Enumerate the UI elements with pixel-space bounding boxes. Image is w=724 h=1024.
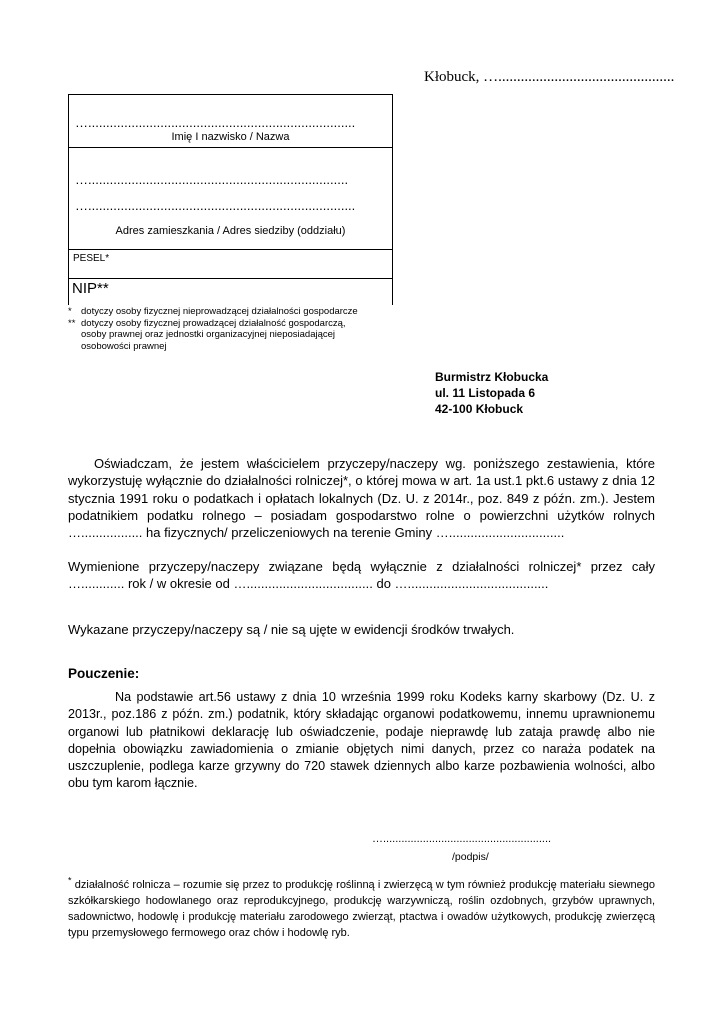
name-section (69, 95, 392, 148)
address-section (69, 148, 392, 250)
signature-label: /podpis/ (452, 851, 489, 863)
addressee-line: 42-100 Kłobuck (435, 402, 524, 416)
address-input-line-1[interactable]: …........................................................................ (75, 172, 349, 187)
footnote-text: dotyczy osoby fizycznej prowadzącej działalność gospodarczą, osoby prawnej oraz jednostki organizacyjnej nieposiadającej osobowości prawnej (81, 317, 346, 352)
agricultural-activity-footnote (68, 877, 655, 941)
name-caption: Imię I nazwisko / Nazwa (171, 131, 290, 143)
footnote-text: działalność rolnicza – rozumie się przez to produkcję roślinną i zwierzęcą w tym również produkcję materiału siewnego szkółkarskiego hodowlanego oraz reprodukcyjnego, produkcję warzywniczą, roślin ozdobnych, grzybów uprawnych, sadownictwo, hodowlę i produkcję materiału zarodowego zwierząt, ptactwa i owadów użytkowych, produkcję zwierzęcą typu przemysłowego fermowego oraz chów i hodowlę ryb. (68, 879, 655, 939)
fixed-assets-paragraph: Wykazane przyczepy/naczepy są / nie są ujęte w ewidencji środków trwałych. (68, 622, 515, 637)
nip-section[interactable] (69, 279, 392, 305)
footnote-item (68, 306, 368, 318)
declaration-paragraph: Oświadczam, że jestem właścicielem przyczepy/naczepy wg. poniższego zestawienia, które wykorzystuję wyłącznie do działalności rolniczej*, o której mowa w art. 1a ust.1 pkt.6 ustawy z dnia 12 stycznia 1991 roku o podatkach i opłatach lokalnych (Dz. U. z 2014r., poz. 849 z późn. zm.). Jestem podatnikiem podatku rolnego – posiadam gospodarstwo rolne o powierzchni użytków rolnych …................. ha fizycznych/ przeliczeniowych na terenie Gminy …................................ (68, 456, 655, 541)
pesel-section[interactable] (69, 250, 392, 279)
footnote-marker: * (68, 875, 72, 886)
footnote-marker: ** (68, 317, 76, 329)
instruction-heading: Pouczenie: (68, 666, 140, 681)
addressee-line: ul. 11 Listopada 6 (435, 386, 536, 400)
signature-line[interactable]: …....................................................... (372, 833, 552, 845)
footnote-marker: * (68, 306, 72, 317)
pesel-label: PESEL* (73, 253, 110, 264)
applicant-data-box (68, 94, 393, 305)
nip-label: NIP** (72, 280, 109, 297)
box-footnotes (68, 306, 368, 352)
addressee-block (435, 369, 548, 417)
place-date-field[interactable]: Kłobuck, …............................................... (424, 69, 675, 85)
address-caption: Adres zamieszkania / Adres siedziby (oddziału) (115, 225, 346, 237)
footnote-text: dotyczy osoby fizycznej nieprowadzącej działalności gospodarcze (81, 306, 358, 317)
usage-period-paragraph: Wymienione przyczepy/naczepy związane będą wyłącznie z działalności rolniczej* przez cały …............ rok / w okresie od …................................... do …....................................... (68, 559, 655, 592)
addressee-line: Burmistrz Kłobucka (435, 370, 549, 384)
footnote-item (68, 318, 368, 353)
instruction-paragraph: Na podstawie art.56 ustawy z dnia 10 września 1999 roku Kodeks karny skarbowy (Dz. U. z 2013r., poz.186 z późn. zm.) podatnik, który składając organowi podatkowemu, innemu uprawnionemu organowi lub płatnikowi deklarację lub oświadczenie, podaje nieprawdę lub zataja prawdę albo nie dopełnia obowiązku zawiadomienia o zmianie objętych nimi danych, przez co naraża podatek na uszczuplenie, podlega karze grzywny do 720 stawek dziennych albo karze pozbawienia wolności, albo obu tym karom łącznie. (68, 690, 655, 791)
address-input-line-2[interactable]: ….......................................................................... (75, 198, 356, 213)
name-input-line[interactable]: ….......................................................................... (75, 115, 356, 130)
